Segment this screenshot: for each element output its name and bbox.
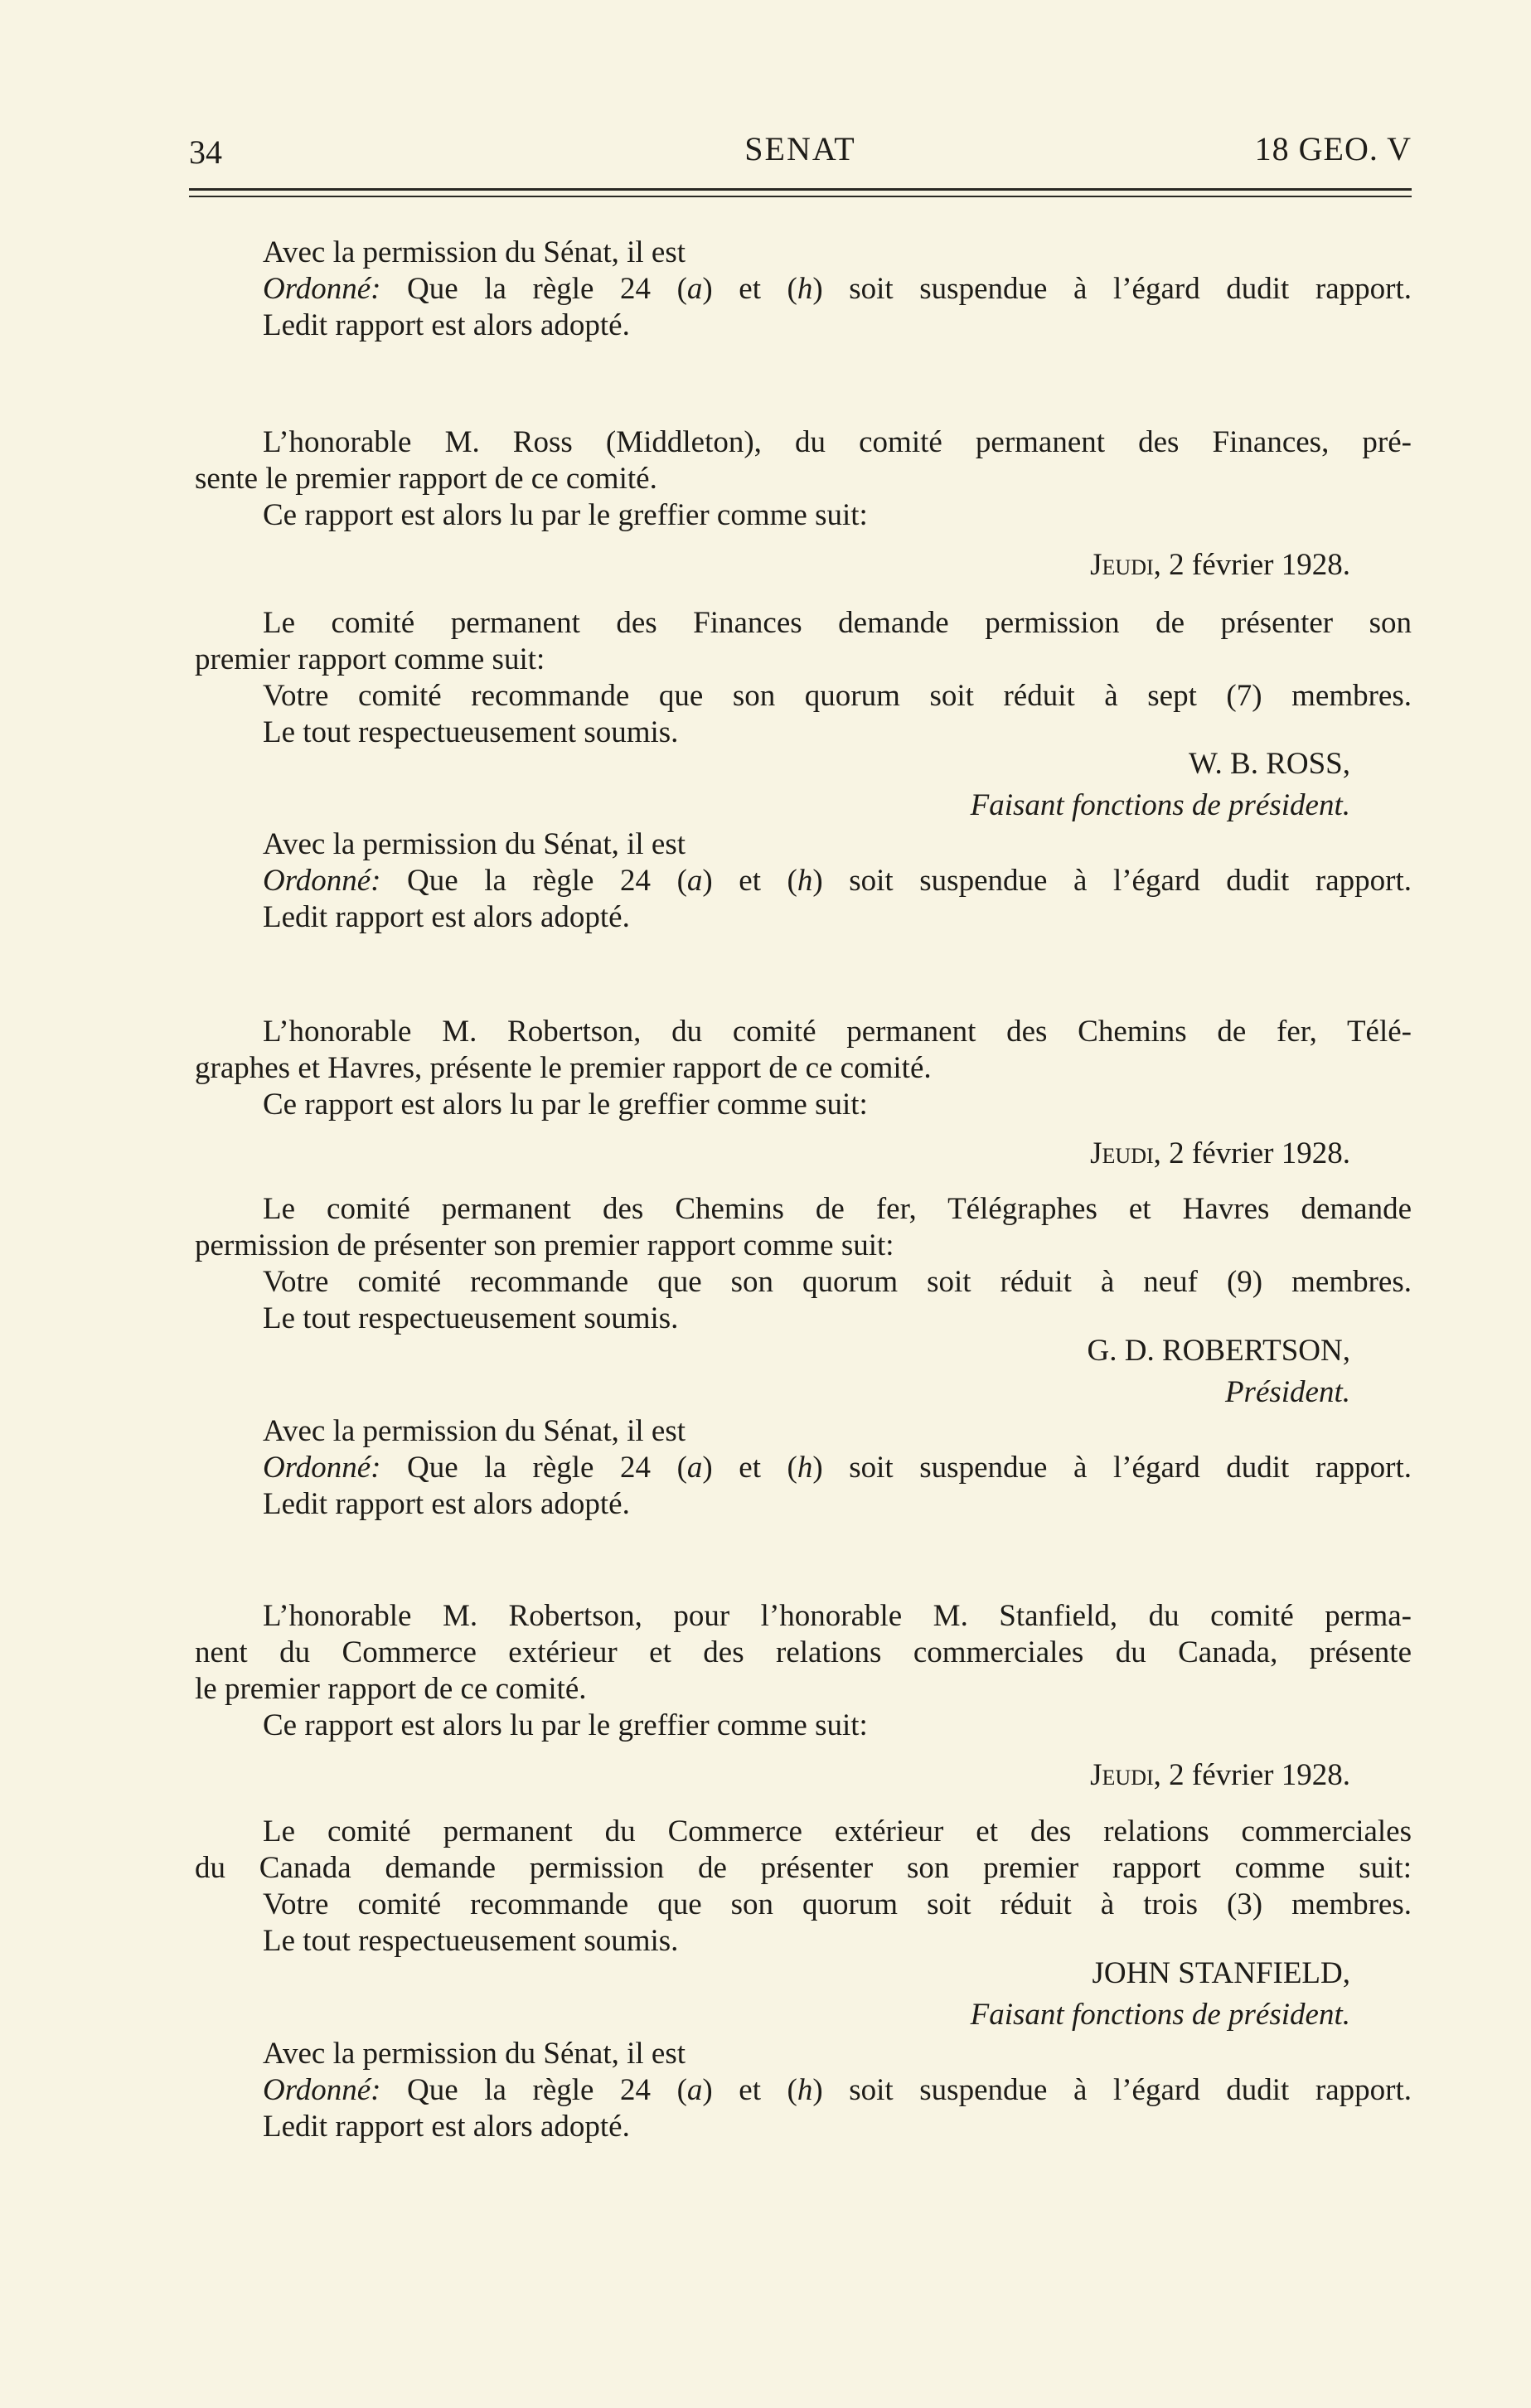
order-line: Ordonné: Que la règle 24 (a) et (h) soit suspendue à l’égard dudit rapport. (263, 272, 1412, 306)
signatory-role: Faisant fonctions de président. (970, 1998, 1350, 2032)
header-rule (189, 188, 1412, 191)
report-intro-line: L’honorable M. Robertson, pour l’honorable M. Stanfield, du comité perma- (263, 1599, 1412, 1633)
read-line: Ce rapport est alors lu par le greffier comme suit: (263, 1708, 868, 1742)
adopted-line: Ledit rapport est alors adopté. (263, 900, 630, 934)
report-intro-line: graphes et Havres, présente le premier rapport de ce comité. (195, 1051, 932, 1085)
order-line: Ordonné: Que la règle 24 (a) et (h) soit suspendue à l’égard dudit rapport. (263, 1451, 1412, 1485)
submitted-line: Le tout respectueusement soumis. (263, 1301, 679, 1335)
signatory-name: W. B. ROSS, (1188, 747, 1350, 781)
submitted-line: Le tout respectueusement soumis. (263, 715, 679, 749)
order-line: Ordonné: Que la règle 24 (a) et (h) soit suspendue à l’égard dudit rapport. (263, 2073, 1412, 2107)
report-body-line: Votre comité recommande que son quorum soit réduit à sept (7) membres. (263, 679, 1412, 713)
report-body-line: Le comité permanent du Commerce extérieur et des relations commerciales (263, 1814, 1412, 1848)
report-date: Jeudi, 2 février 1928. (1090, 1758, 1350, 1792)
report-body-line: Le comité permanent des Finances demande permission de présenter son (263, 606, 1412, 640)
permission-line: Avec la permission du Sénat, il est (263, 235, 686, 269)
report-intro-line: le premier rapport de ce comité. (195, 1672, 587, 1706)
signatory-name: JOHN STANFIELD, (1092, 1956, 1350, 1990)
read-line: Ce rapport est alors lu par le greffier comme suit: (263, 1088, 868, 1122)
permission-line: Avec la permission du Sénat, il est (263, 2037, 686, 2071)
report-date: Jeudi, 2 février 1928. (1090, 548, 1350, 582)
session-reference: 18 GEO. V (1254, 130, 1412, 167)
adopted-line: Ledit rapport est alors adopté. (263, 2110, 630, 2144)
report-body-line: du Canada demande permission de présenter son premier rapport comme suit: (195, 1851, 1412, 1885)
adopted-line: Ledit rapport est alors adopté. (263, 1487, 630, 1521)
page-number: 34 (189, 133, 222, 171)
signatory-name: G. D. ROBERTSON, (1087, 1334, 1350, 1368)
adopted-line: Ledit rapport est alors adopté. (263, 308, 630, 342)
signatory-role: Président. (1224, 1375, 1350, 1409)
report-intro-line: L’honorable M. Ross (Middleton), du comité permanent des Finances, pré- (263, 425, 1412, 459)
report-body-line: premier rapport comme suit: (195, 642, 545, 676)
order-line: Ordonné: Que la règle 24 (a) et (h) soit suspendue à l’égard dudit rapport. (263, 864, 1412, 898)
report-body-line: Votre comité recommande que son quorum soit réduit à trois (3) membres. (263, 1887, 1412, 1921)
running-header (189, 124, 1412, 174)
report-body-line: Votre comité recommande que son quorum soit réduit à neuf (9) membres. (263, 1265, 1412, 1299)
page-header-title: SENAT (744, 130, 856, 167)
header-rule (189, 196, 1412, 197)
read-line: Ce rapport est alors lu par le greffier comme suit: (263, 498, 868, 532)
report-date: Jeudi, 2 février 1928. (1090, 1136, 1350, 1170)
permission-line: Avec la permission du Sénat, il est (263, 827, 686, 861)
report-intro-line: nent du Commerce extérieur et des relations commerciales du Canada, présente (195, 1635, 1412, 1669)
report-intro-line: sente le premier rapport de ce comité. (195, 462, 657, 496)
signatory-role: Faisant fonctions de président. (970, 788, 1350, 822)
report-intro-line: L’honorable M. Robertson, du comité permanent des Chemins de fer, Télé- (263, 1015, 1412, 1049)
submitted-line: Le tout respectueusement soumis. (263, 1924, 679, 1958)
permission-line: Avec la permission du Sénat, il est (263, 1414, 686, 1448)
report-body-line: permission de présenter son premier rapport comme suit: (195, 1228, 894, 1262)
report-body-line: Le comité permanent des Chemins de fer, Télégraphes et Havres demande (263, 1192, 1412, 1226)
